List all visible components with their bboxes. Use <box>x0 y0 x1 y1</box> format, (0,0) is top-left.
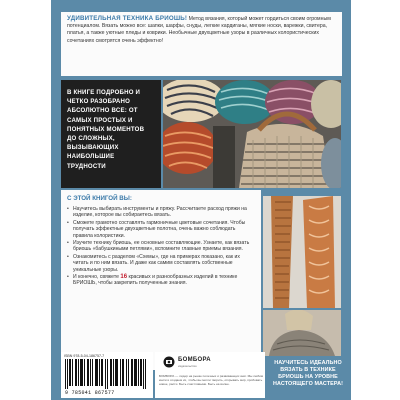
list-item: • Изучите технику бриошь, ее основные составляющие. Узнаете, как вязать бриошь «бабушкиными петлями», вспомните главные приемы вязания. <box>67 240 255 253</box>
tagline: НАУЧИТЕСЬ ИДЕАЛЬНО ВЯЗАТЬ В ТЕХНИКЕ БРИОШЬ НА УРОВНЕ НАСТОЯЩЕГО МАСТЕРА! <box>273 360 343 387</box>
list-item <box>67 274 255 287</box>
intro-body: Метод вязания, который может гордиться своим огромным потенциалом. Вязать можно все: шапки, шарфы, снуды, легкие кардиганы, мягкие носки, варежки, свитера, платья, а также уютные пледы и коврики. Необычные двухцветные узоры в различных колористических сочетаниях смотрятся очень эффектно! <box>67 16 331 44</box>
publisher-sub: издательство <box>178 363 197 368</box>
projects-count: 16 <box>120 274 128 281</box>
barcode-block <box>61 352 153 398</box>
highlight-text: В КНИГЕ ПОДРОБНО И ЧЕТКО РАЗОБРАНО АБСОЛЮТНО ВСЕ: ОТ САМЫХ ПРОСТЫХ И ПОНЯТНЫХ МОМЕНТОВ ДО СЛОЖНЫХ, ВЫЗЫВАЮЩИХ НАИБОЛЬШИЕ ТРУДНОСТИ <box>67 89 145 170</box>
isbn-label: ISBN 978-5-04-186757-7 <box>64 354 105 358</box>
knit-swatches-photo <box>163 80 341 188</box>
features-title: С ЭТОЙ КНИГОЙ ВЫ: <box>67 195 132 202</box>
publisher-logo <box>163 356 211 368</box>
list-item-text: И конечно, свяжете <box>73 274 121 281</box>
publisher-block <box>155 352 265 398</box>
barcode-digits: 9 785041 867577 <box>65 390 115 396</box>
scarves-photo <box>263 196 341 308</box>
features-panel <box>61 190 261 370</box>
list-item-text: красивых и разнообразных изделий в технике БРИОШЬ, чтобы закрепить полученные знания. <box>73 274 238 287</box>
highlight-panel <box>61 80 161 188</box>
woman-in-knit-photo <box>263 310 341 356</box>
bombora-logo-icon <box>163 356 175 368</box>
book-back-cover <box>51 0 351 400</box>
barcode-icon <box>65 359 149 389</box>
intro-headline: УДИВИТЕЛЬНАЯ ТЕХНИКА БРИОШЬ! <box>67 15 188 22</box>
features-list <box>67 206 255 287</box>
list-item: • Сможете грамотно составлять гармоничные цветовые сочетания. Чтобы получать эффектные двухцветные полотна, очень важно соблюдать правила колористики. <box>67 220 255 239</box>
list-item: • Научитесь выбирать инструменты и пряжу. Рассчитаете расход пряжи на изделие, которое вы собираетесь вязать. <box>67 206 255 219</box>
intro-panel <box>61 12 342 76</box>
list-item: • Ознакомитесь с разделом «Схемы», где на примерах показано, как их читать и по ним вязать. И даже как самим составлять собственные уникальные узоры. <box>67 254 255 273</box>
publisher-name: БОМБОРА <box>178 356 211 363</box>
publisher-description: БОМБОРА — лидер на рынке полезных и развивающих книг. Мы любим книги и создаем их, чтобы вы могли творить, открывать мир, пробовать новое, расти. Быть счастливыми. Быть на волне. <box>159 374 263 386</box>
